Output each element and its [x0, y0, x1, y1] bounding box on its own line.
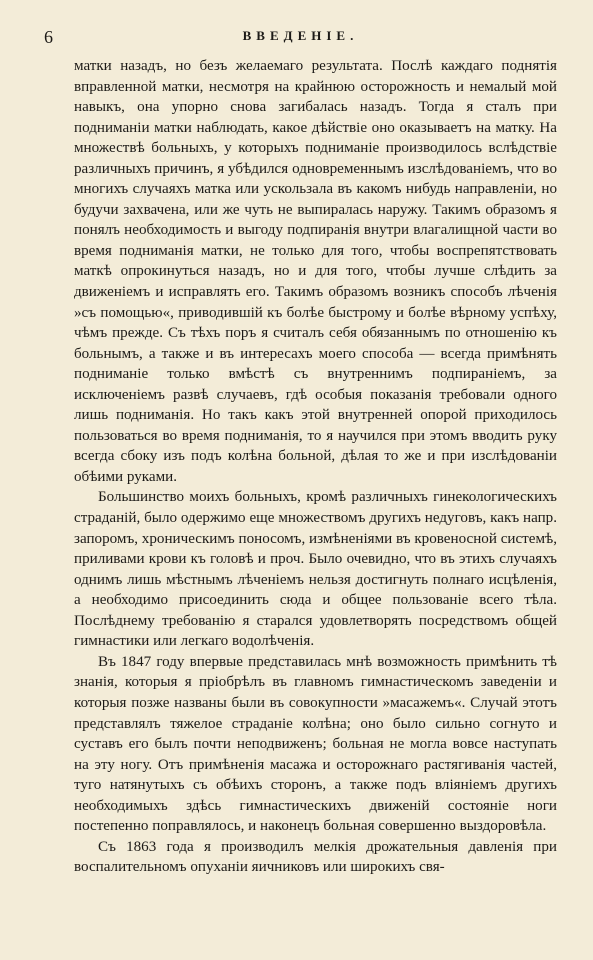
paragraph: Съ 1863 года я производилъ мелкія дрожательныя давленія при воспалительномъ опуханіи яичниковъ или широкихъ свя-: [74, 838, 557, 876]
running-head: ВВЕДЕНІЕ.: [242, 28, 359, 43]
paragraph: Большинство моихъ больныхъ, кромѣ различныхъ гинекологическихъ страданій, было одержимо еще множествомъ другихъ недуговъ, какъ напр. запоромъ, хроническимъ поносомъ, измѣненіями въ кровеносной системѣ, приливами крови къ головѣ и проч. Было очевидно, что въ этихъ случаяхъ однимъ лишь мѣстнымъ лѣченіемъ нельзя достигнуть полнаго исцѣленія, а необходимо присоединить сюда и общее пользованіе всего тѣла. Послѣднему требованію я старался удовлетворять посредствомъ общей гимнастики или легкаго водолѣченія.: [74, 489, 557, 650]
paragraph: Въ 1847 году впервые представилась мнѣ возможность примѣнить тѣ знанія, которыя я пріобрѣлъ въ главномъ гимнастическомъ заведеніи и которыя позже названы были въ совокупности »масажемъ«. Случай этотъ представлялъ тяжелое страданіе колѣна; оно было сильно согнуто и суставъ его былъ почти неподвиженъ; больная не могла вовсе наступать на эту ногу. Отъ примѣненія масажа и осторожнаго растягиванія частей, туго натянутыхъ съ обѣихъ сторонъ, а также подъ вліяніемъ другихъ необходимыхъ здѣсь гимнастическихъ движеній состояніе ноги постепенно поправлялось, и наконецъ больная совершенно выздоровѣла.: [74, 653, 557, 835]
body-text: [74, 56, 557, 878]
page-header: [44, 26, 557, 56]
paragraph: матки назадъ, но безъ желаемаго результата. Послѣ каждаго поднятія вправленной матки, несмотря на крайнюю осторожность и немалый мой навыкъ, она упорно снова загибалась назадъ. Тогда я сталъ при подниманіи матки наблюдать, какое дѣйствіе оно оказываетъ на матку. На множествѣ больныхъ, у которыхъ подниманіе производилось вслѣдствіе различныхъ причинъ, я убѣдился одновременнымъ изслѣдованіемъ, что во многихъ случаяхъ матка или ускользала въ какомъ нибудь направленіи, но будучи захвачена, или же чуть не выпиралась наружу. Такимъ образомъ я понялъ необходимость и выгоду подпиранія внутри влагалищной части во время подниманія матки, не только для того, чтобы воспрепятствовать маткѣ опрокинуться назадъ, но и для того, чтобы лучше слѣдить за движеніемъ и исправлять его. Такимъ образомъ возникъ способъ лѣченія »съ помощью«, приводившій къ болѣе быстрому и болѣе вѣрному успѣху, чѣмъ прежде. Съ тѣхъ поръ я считалъ себя обязаннымъ по отношенію къ больнымъ, а также и въ интересахъ моего способа — всегда примѣнять подниманіе только вмѣстѣ съ внутреннимъ подпираніемъ, за исключеніемъ развѣ случаевъ, гдѣ особыя показанія требовали одного лишь подниманія. Но такъ какъ этой внутренней опорой приходилось пользоваться во время подниманія, то я научился при этомъ вводить руку всегда сбоку изъ подъ колѣна больной, дѣлая то же и при изслѣдованіи обѣими руками.: [74, 58, 557, 485]
page-number: 6: [44, 27, 53, 47]
